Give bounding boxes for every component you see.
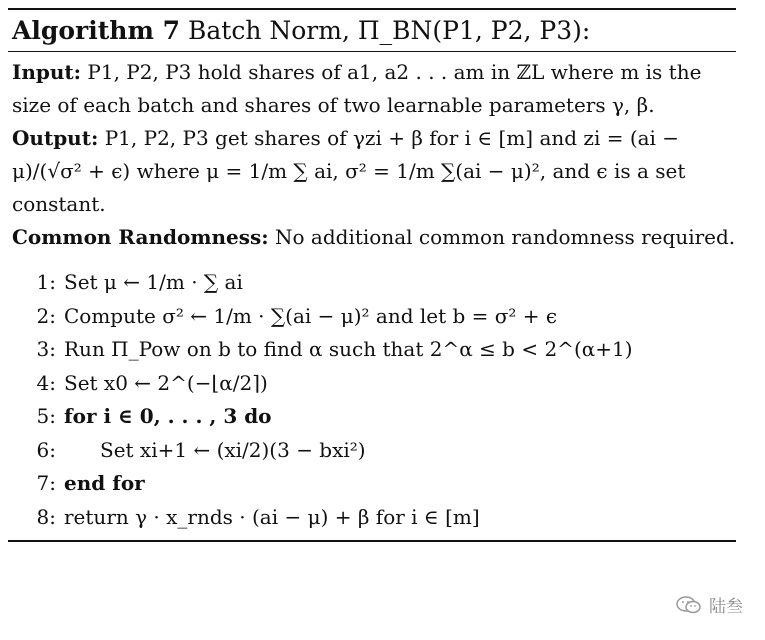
- step-number: 5:: [36, 404, 56, 428]
- input-label: Input:: [12, 60, 82, 84]
- wechat-icon: [675, 595, 703, 615]
- step-2: [8, 300, 736, 334]
- step-text: Compute σ² ← 1/m · ∑(ai − μ)² and let b = σ² + ϵ: [64, 303, 558, 328]
- step-8: [8, 501, 736, 535]
- step-number: 3:: [36, 337, 56, 361]
- step-number: 6:: [36, 437, 56, 462]
- randomness-field: [12, 221, 736, 254]
- step-text: Set xi+1 ← (xi/2)(3 − bxi²): [100, 437, 366, 462]
- step-1: [8, 266, 736, 300]
- step-number: 2:: [36, 303, 56, 328]
- step-text: return γ · x_rnds · (ai − μ) + β for i ∈ [m]: [64, 504, 480, 529]
- step-4: [8, 367, 736, 401]
- algorithm-label: Algorithm 7: [12, 16, 180, 45]
- input-text: P1, P2, P3 hold shares of a1, a2 . . . am in ℤL where m is the size of each batch and shares of two learnable parameters γ, β.: [12, 60, 702, 117]
- step-number: 4:: [36, 370, 56, 395]
- step-3: [8, 333, 736, 367]
- algorithm-spec: [8, 52, 736, 254]
- watermark-text: 陆叁: [709, 597, 743, 617]
- algorithm-title: Batch Norm, Π_BN(P1, P2, P3):: [188, 16, 591, 45]
- output-field: [12, 122, 736, 221]
- step-text: for i ∈ 0, . . . , 3 do: [64, 404, 272, 428]
- step-number: 1:: [36, 270, 56, 294]
- step-text: Set x0 ← 2^(−⌊α/2⌉): [64, 370, 268, 395]
- input-field: [12, 56, 736, 122]
- step-number: 8:: [36, 504, 56, 529]
- step-7: [8, 467, 736, 501]
- randomness-label: Common Randomness:: [12, 225, 269, 249]
- randomness-text: No additional common randomness required.: [275, 225, 736, 249]
- output-label: Output:: [12, 126, 99, 150]
- algorithm-caption: [8, 10, 736, 49]
- output-text: P1, P2, P3 get shares of γzi + β for i ∈ [m] and zi = (ai − μ)/(√σ² + ϵ) where μ = 1/m ∑ ai, σ² = 1/m ∑(ai − μ)², and ϵ is a set constant.: [12, 126, 686, 216]
- algorithm-steps: [8, 254, 736, 534]
- step-6: [8, 434, 736, 468]
- algorithm-box: [8, 8, 736, 542]
- step-5: [8, 400, 736, 434]
- bottom-rule: [8, 540, 736, 542]
- watermark: [675, 592, 743, 617]
- step-text: Set μ ← 1/m · ∑ ai: [64, 270, 243, 294]
- step-number: 7:: [36, 471, 56, 495]
- step-text: Run Π_Pow on b to find α such that 2^α ≤ b < 2^(α+1): [64, 337, 633, 361]
- step-text: end for: [64, 471, 145, 495]
